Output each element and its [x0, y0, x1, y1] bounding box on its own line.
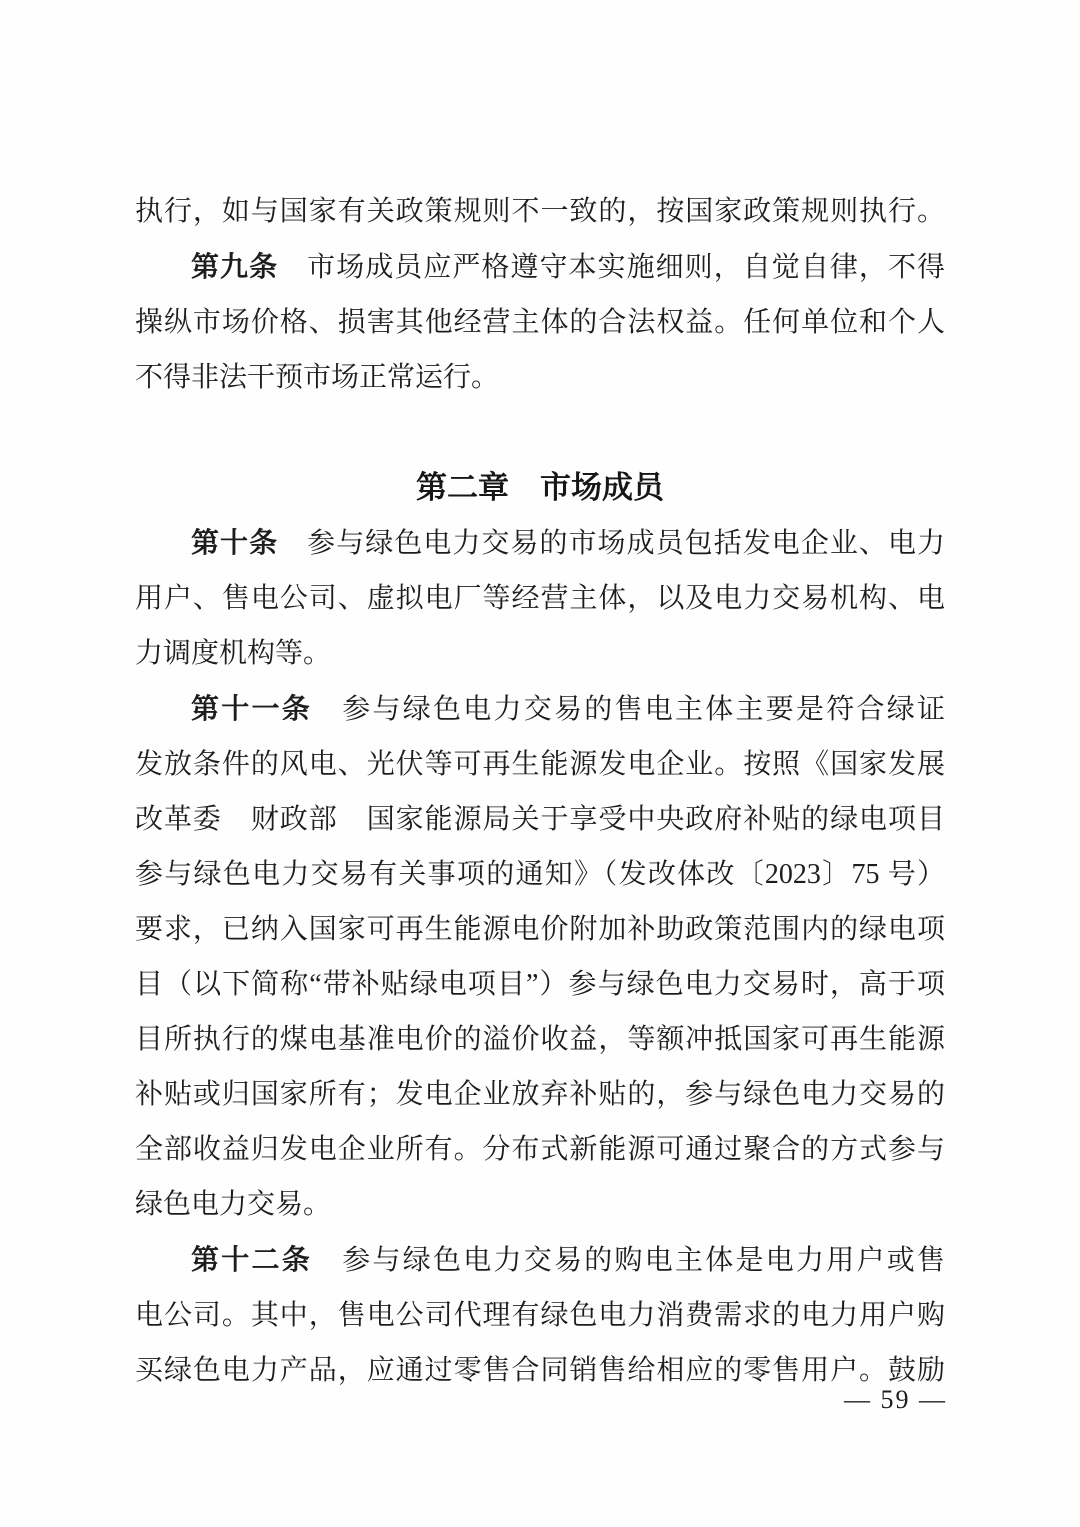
- text-run: 绿色电力交易。: [135, 1189, 332, 1220]
- text-run: 市场成员应严格遵守本实施细则，自觉自律，不得: [278, 252, 945, 283]
- article-number: 第十二条: [191, 1244, 312, 1275]
- text-line: [135, 847, 945, 902]
- text-run: 不得非法干预市场正常运行。: [135, 362, 500, 393]
- chapter-heading: 第二章 市场成员: [416, 470, 664, 505]
- text-run: 改革委 财政部 国家能源局关于享受中央政府补贴的绿电项目: [135, 804, 945, 835]
- text-run: 目（以下简称“带补贴绿电项目”）参与绿色电力交易时，高于项: [135, 969, 945, 1000]
- text-line: [135, 1343, 945, 1398]
- text-run: 发放条件的风电、光伏等可再生能源发电企业。按照《国家发展: [135, 749, 945, 780]
- text-run: 参与绿色电力交易有关事项的通知》（发改体改〔2023〕75 号）: [135, 859, 945, 890]
- text-run: 力调度机构等。: [135, 638, 332, 669]
- text-run: 全部收益归发电企业所有。分布式新能源可通过聚合的方式参与: [135, 1134, 945, 1165]
- article-number: 第十条: [191, 527, 279, 558]
- text-run: 参与绿色电力交易的购电主体是电力用户或售: [312, 1245, 945, 1276]
- text-line: [135, 626, 945, 681]
- text-line: [135, 1288, 945, 1343]
- text-line: [135, 350, 945, 405]
- article-number: 第十一条: [191, 693, 312, 724]
- text-run: 补贴或归国家所有；发电企业放弃补贴的，参与绿色电力交易的: [135, 1079, 945, 1110]
- text-run: 买绿色电力产品，应通过零售合同销售给相应的零售用户。鼓励: [135, 1355, 945, 1386]
- document-content: [135, 184, 945, 1398]
- text-run: 执行，如与国家有关政策规则不一致的，按国家政策规则执行。: [135, 196, 945, 227]
- text-run: 参与绿色电力交易的市场成员包括发电企业、电力: [278, 528, 945, 559]
- text-run: 操纵市场价格、损害其他经营主体的合法权益。任何单位和个人: [135, 307, 945, 338]
- text-line: [135, 957, 945, 1012]
- text-line: [135, 1067, 945, 1122]
- text-run: 用户、售电公司、虚拟电厂等经营主体，以及电力交易机构、电: [135, 583, 945, 614]
- text-line: [135, 737, 945, 792]
- text-line: [135, 1122, 945, 1177]
- text-line: [135, 792, 945, 847]
- article-number: 第九条: [191, 251, 279, 282]
- text-run: 目所执行的煤电基准电价的溢价收益，等额冲抵国家可再生能源: [135, 1024, 945, 1055]
- text-run: 电公司。其中，售电公司代理有绿色电力消费需求的电力用户购: [135, 1300, 945, 1331]
- text-line: [135, 1232, 945, 1288]
- page-number: — 59 —: [844, 1385, 947, 1414]
- text-line: [135, 571, 945, 626]
- text-line: [135, 295, 945, 350]
- text-line: [135, 1012, 945, 1067]
- text-line: [135, 515, 945, 571]
- text-line: [135, 681, 945, 737]
- text-line: [135, 239, 945, 295]
- text-run: 要求，已纳入国家可再生能源电价附加补助政策范围内的绿电项: [135, 914, 945, 945]
- text-run: 参与绿色电力交易的售电主体主要是符合绿证: [312, 694, 945, 725]
- text-line: [135, 184, 945, 239]
- text-line: [135, 1177, 945, 1232]
- text-line: [135, 902, 945, 957]
